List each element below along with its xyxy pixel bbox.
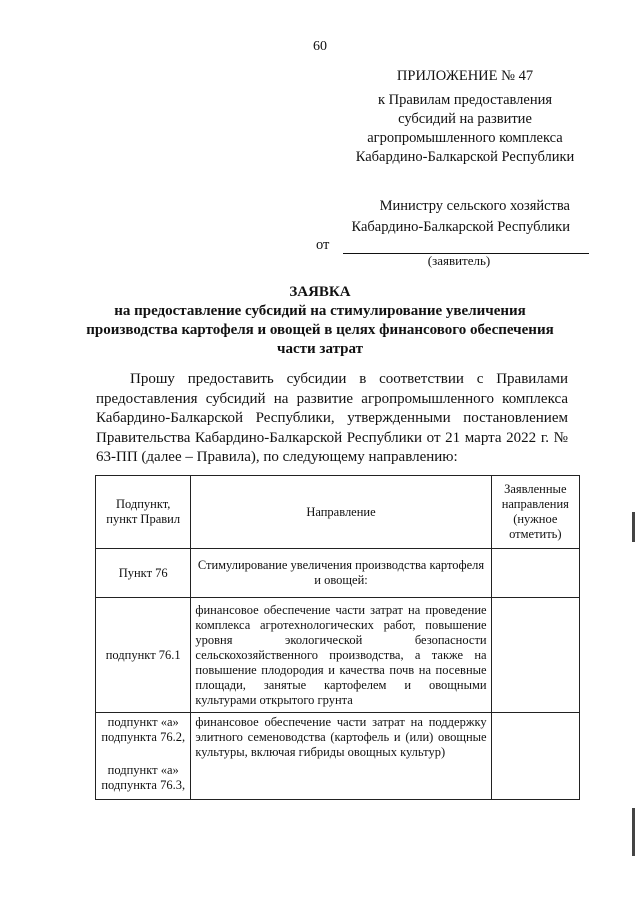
scan-artifact	[632, 808, 635, 856]
row-direction: финансовое обеспечение части затрат на поддержку элитного семеноводства (картофель и (или) овощные культуры, включая гибриды овощных культур)	[191, 713, 491, 800]
from-label: от	[316, 237, 330, 253]
row-declared-checkbox-cell[interactable]	[491, 598, 579, 713]
applicant-note: (заявитель)	[427, 253, 491, 268]
row-declared-checkbox-cell[interactable]	[491, 549, 579, 598]
addressee-block	[330, 196, 570, 238]
application-title: ЗАЯВКА	[289, 284, 351, 300]
applicant-input-line[interactable]	[343, 239, 589, 254]
table-row	[96, 713, 580, 800]
annex-line: к Правилам предоставления	[377, 92, 553, 108]
row-clause-secondary: подпункт «а» подпункта 76.3,	[101, 763, 186, 792]
page-number: 60	[313, 39, 327, 54]
row-clause-cell	[96, 713, 191, 800]
application-subtitle-line: производства картофеля и овощей в целях финансового обеспечения	[86, 322, 554, 338]
annex-line: Кабардино-Балкарской Республики	[355, 149, 575, 165]
application-subtitle-line: на предоставление субсидий на стимулирование увеличения	[114, 303, 526, 319]
table-row	[96, 549, 580, 598]
header-direction: Направление	[191, 476, 491, 549]
addressee-line: Министру сельского хозяйства	[379, 198, 570, 214]
annex-line: субсидий на развитие	[398, 111, 532, 127]
addressee-line: Кабардино-Балкарской Республики	[351, 219, 570, 235]
intro-paragraph	[96, 370, 568, 468]
directions-table	[95, 475, 580, 800]
scan-artifact	[632, 512, 635, 542]
row-declared-checkbox-cell[interactable]	[491, 713, 579, 800]
application-heading	[60, 283, 580, 359]
annex-title: ПРИЛОЖЕНИЕ № 47	[396, 68, 534, 84]
table-header-row	[96, 476, 580, 549]
header-clause: Подпункт, пункт Правил	[96, 476, 191, 549]
intro-text: Прошу предоставить субсидии в соответствии с Правилами предоставления субсидий на развитие агропромышленного комплекса Кабардино-Балкарской Республики, утвержденными постановлением Правительства Кабардино-Балкарской Республики от 21 марта 2022 г. № 63-ПП (далее – Правила), по следующему направлению:	[96, 371, 568, 465]
row-direction: Стимулирование увеличения производства картофеля и овощей:	[191, 549, 491, 598]
row-clause: Пункт 76	[96, 549, 191, 598]
table-row	[96, 598, 580, 713]
row-clause: подпункт 76.1	[96, 598, 191, 713]
from-row	[316, 237, 589, 254]
annex-line: агропромышленного комплекса	[367, 130, 563, 146]
row-direction: финансовое обеспечение части затрат на проведение комплекса агротехнологических работ, повышение уровня экологической безопасности сельскохозяйственного производства, а также на повышение плодородия и качества почв на посевные площади, занятые картофелем и овощными культурами открытого грунта	[191, 598, 491, 713]
application-subtitle-line: части затрат	[277, 341, 363, 357]
row-clause: подпункт «а» подпункта 76.2,	[101, 715, 186, 744]
header-declared: Заявленные направления (нужное отметить)	[491, 476, 579, 549]
